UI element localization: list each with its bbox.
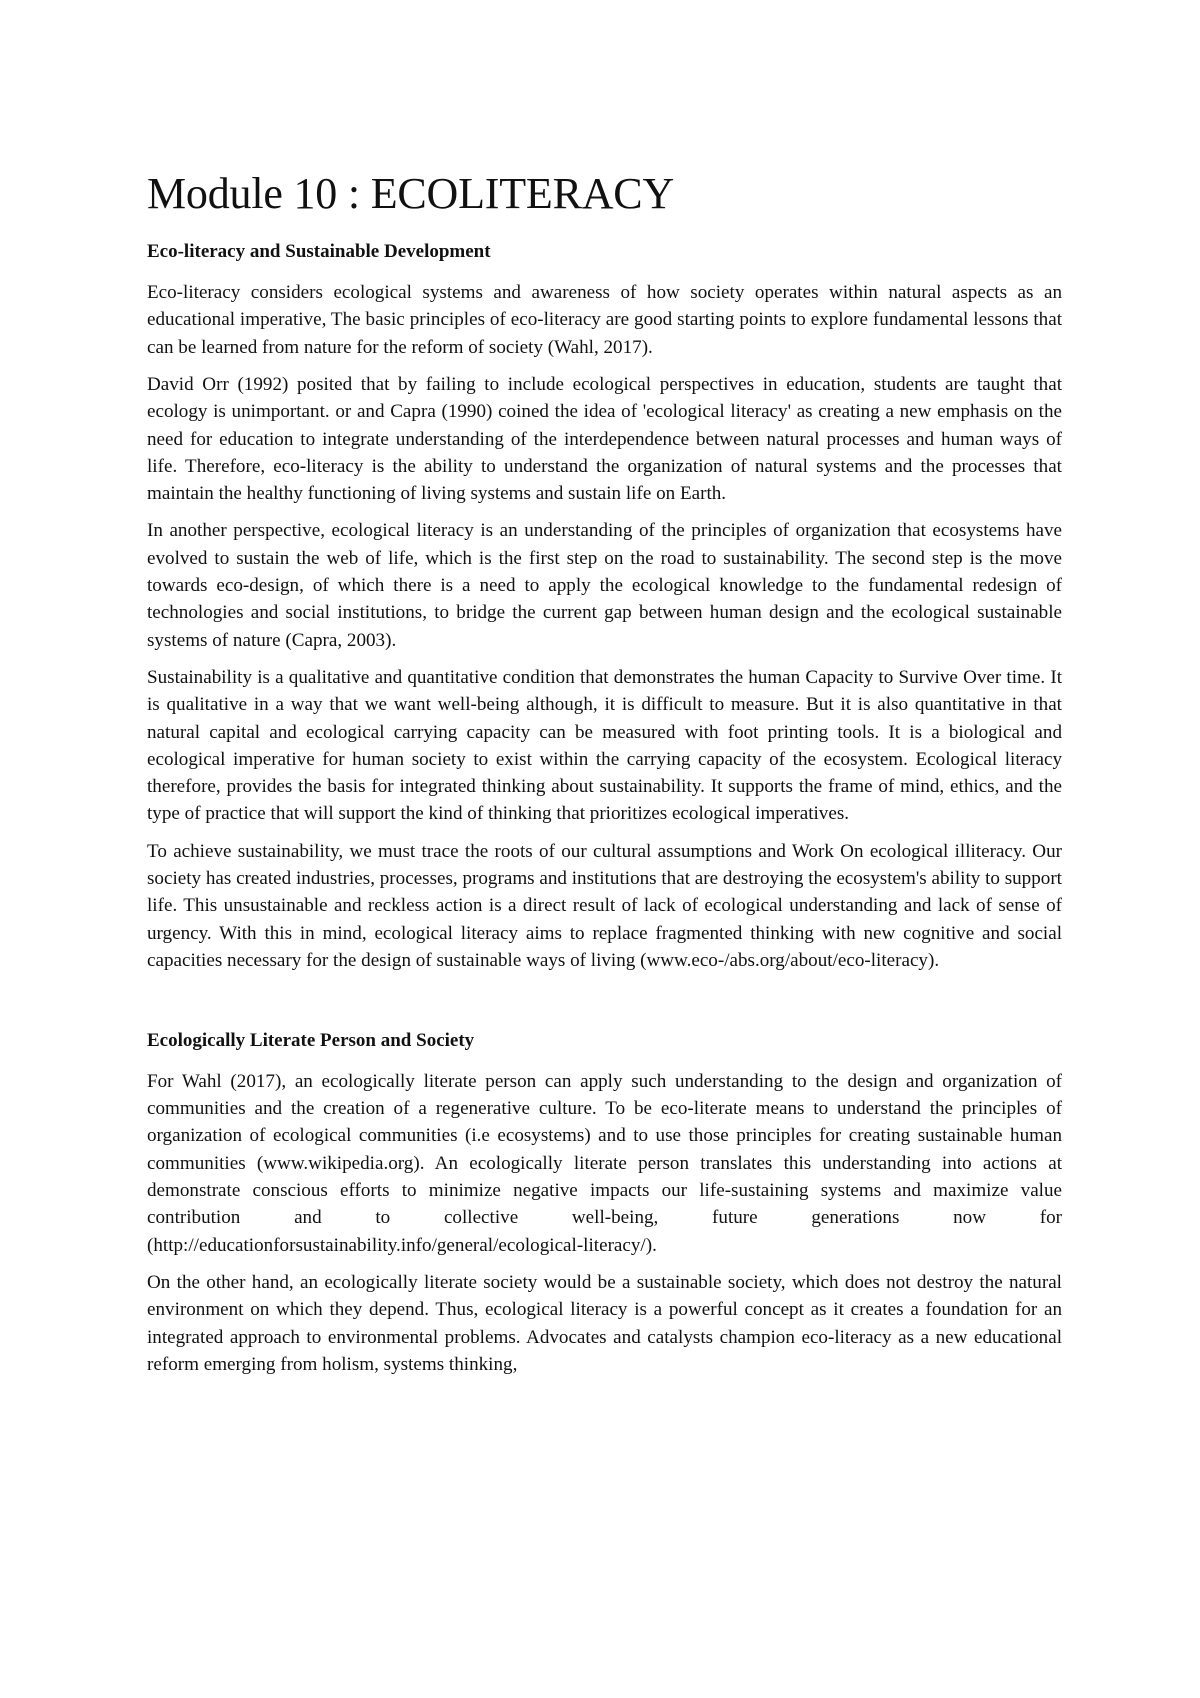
paragraph: To achieve sustainability, we must trace the roots of our cultural assumptions and Work On ecological illiteracy. Our society has created industries, processes, programs and institutions that are destroying the ecosystem's ability to support life. This unsustainable and reckless action is a direct result of lack of ecological understanding and lack of sense of urgency. With this in mind, ecological literacy aims to replace fragmented thinking with new cognitive and social capacities necessary for the design of sustainable ways of living (www.eco-/abs.org/about/eco-literacy).: [147, 840, 1062, 971]
paragraph: For Wahl (2017), an ecologically literate person can apply such understanding to the design and organization of communities and the creation of a regenerative culture. To be eco-literate means to understand the principles of organization of ecological communities (i.e ecosystems) and to use those principles for creating sustainable human communities (www.wikipedia.org). An ecologically literate person translates this understanding into actions at demonstrate conscious efforts to minimize negative impacts our life-sustaining systems and maximize value contribution and to collective well-being, future generations now for (http://educationforsustainability.info/general/ecological-literacy/).: [147, 1070, 1062, 1256]
paragraph: Eco-literacy considers ecological systems and awareness of how society operates within natural aspects as an educational imperative, The basic principles of eco-literacy are good starting points to explore fundamental lessons that can be learned from nature for the reform of society (Wahl, 2017).: [147, 282, 1062, 358]
page-title: Module 10 : ECOLITERACY: [147, 169, 675, 218]
section-heading-literate-person: Ecologically Literate Person and Society: [147, 1030, 475, 1052]
paragraph: Sustainability is a qualitative and quantitative condition that demonstrates the human Capacity to Survive Over time. It is qualitative in a way that we want well-being although, it is difficult to measure. But it is also quantitative in that natural capital and ecological carrying capacity can be measured with foot printing tools. It is a biological and ecological imperative for human society to exist within the carrying capacity of the ecosystem. Ecological literacy therefore, provides the basis for integrated thinking about sustainability. It supports the frame of mind, ethics, and the type of practice that will support the kind of thinking that prioritizes ecological imperatives.: [147, 666, 1062, 825]
paragraph: On the other hand, an ecologically literate society would be a sustainable society, which does not destroy the natural environment on which they depend. Thus, ecological literacy is a powerful concept as it creates a foundation for an integrated approach to environmental problems. Advocates and catalysts champion eco-literacy as a new educational reform emerging from holism, systems thinking,: [147, 1271, 1062, 1375]
section-heading-eco-literacy: Eco-literacy and Sustainable Development: [147, 241, 491, 263]
paragraph: In another perspective, ecological literacy is an understanding of the principles of organization that ecosystems have evolved to sustain the web of life, which is the first step on the road to sustainability. The second step is the move towards eco-design, of which there is a need to apply the ecological knowledge to the fundamental redesign of technologies and social institutions, to bridge the current gap between human design and the ecological sustainable systems of nature (Capra, 2003).: [147, 520, 1062, 651]
paragraph: David Orr (1992) posited that by failing to include ecological perspectives in education, students are taught that ecology is unimportant. or and Capra (1990) coined the idea of 'ecological literacy' as creating a new emphasis on the need for education to integrate understanding of the interdependence between natural processes and human ways of life. Therefore, eco-literacy is the ability to understand the organization of natural systems and the processes that maintain the healthy functioning of living systems and sustain life on Earth.: [147, 373, 1062, 505]
document-page: [147, 170, 1062, 1388]
section-spacer: [147, 984, 1062, 1029]
